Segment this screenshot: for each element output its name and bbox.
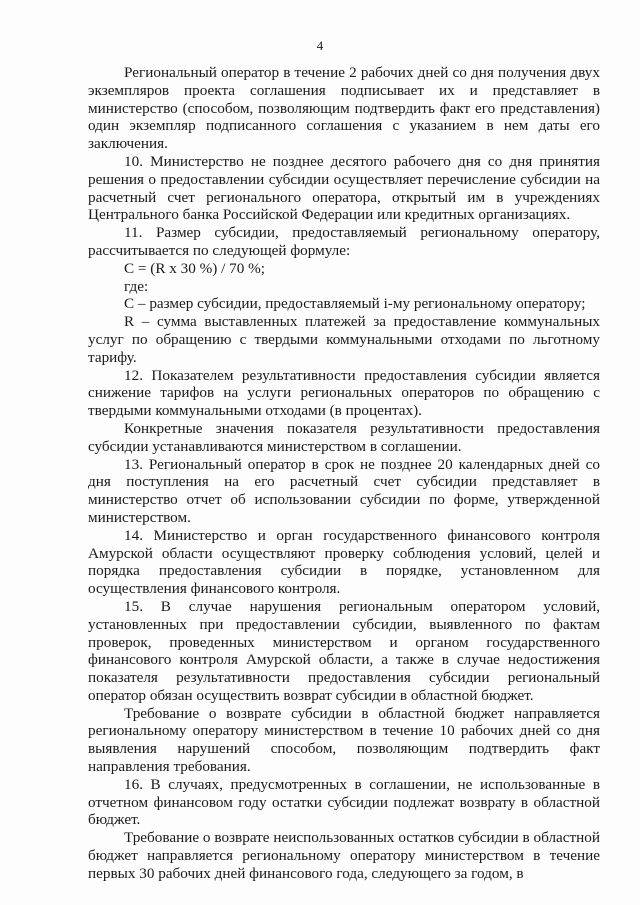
paragraph-13-report: 13. Региональный оператор в срок не позднее 20 календарных дней со дня поступления на его расчетный счет субсидии представляет в министерство отчет об использовании субсидии по форме, утвержденной министерством.	[88, 455, 600, 526]
paragraph-15-violation: 15. В случае нарушения региональным оператором условий, установленных при предоставлении субсидии, выявленного по фактам проверок, проведенных министерством и органом государственного финансового контроля Амурской области, а также в случае недостижения показателя результативности предоставления субсидии региональный оператор обязан осуществить возврат субсидии в областной бюджет.	[88, 597, 600, 704]
paragraph-11-size: 11. Размер субсидии, предоставляемый региональному оператору, рассчитывается по следующей формуле:	[88, 224, 600, 259]
paragraph-unused-remainders-requirement: Требование о возврате неиспользованных остатков субсидии в областной бюджет направляется региональному оператору министерством в течение первых 30 рабочих дней финансового года, следующего за годом, в	[88, 829, 600, 882]
paragraph-10-transfer: 10. Министерство не позднее десятого рабочего дня со дня принятия решения о предоставлении субсидии осуществляет перечисление субсидии на расчетный счет регионального оператора, открытый им в учреждениях Центрального банка Российской Федерации или кредитных организациях.	[88, 152, 600, 224]
paragraph-12-indicator: 12. Показателем результативности предоставления субсидии является снижение тарифов на услуги региональных операторов по обращению с твердыми коммунальными отходами (в процентах).	[88, 366, 600, 420]
page-number: 4	[316, 38, 324, 53]
paragraph-14-control: 14. Министерство и орган государственного финансового контроля Амурской области осуществляют проверку соблюдения условий, целей и порядка предоставления субсидии в порядке, установленном для осуществления финансового контроля.	[88, 526, 600, 598]
paragraph-indicator-values: Конкретные значения показателя результативности предоставления субсидии устанавливаются министерством в соглашении.	[88, 419, 600, 455]
formula-definition-c: C – размер субсидии, предоставляемый i-му региональному оператору;	[124, 295, 586, 313]
formula: C = (R x 30 %) / 70 %;	[124, 259, 266, 277]
document-body	[88, 64, 600, 883]
formula-where: где:	[124, 277, 149, 295]
paragraph-agreement-signing: Региональный оператор в течение 2 рабочих дней со дня получения двух экземпляров проекта соглашения подписывает их и представляет в министерство (способом, позволяющим подтвердить факт его представления) один экземпляр подписанного соглашения с указанием в нем даты его заключения.	[88, 64, 600, 153]
paragraph-16-remainders: 16. В случаях, предусмотренных в соглашении, не использованные в отчетном финансовом году остатки субсидии подлежат возврату в областной бюджет.	[88, 775, 600, 829]
formula-definition-r: R – сумма выставленных платежей за предоставление коммунальных услуг по обращению с твердыми коммунальными отходами по льготному тарифу.	[88, 313, 600, 366]
paragraph-return-requirement: Требование о возврате субсидии в областной бюджет направляется региональному оператору министерством в течение 10 рабочих дней со дня выявления нарушений способом, позволяющим подтвердить факт направления требования.	[88, 704, 600, 776]
